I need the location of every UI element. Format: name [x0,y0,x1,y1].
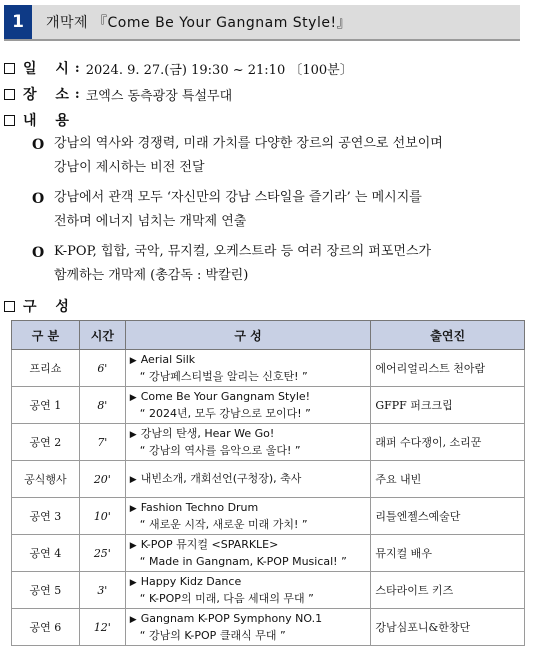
composition-heading: 구 성 [4,296,69,316]
checkbox-square-icon [4,301,15,312]
cell-time: 20' [79,461,125,498]
cell-time: 10' [79,498,125,535]
triangle-bullet-icon: ▶ [129,355,137,366]
program-subtitle: “ 강남의 역사를 음악으로 울다! ” [139,443,301,457]
cell-composition [125,461,371,498]
cell-performers: 래퍼 수다쟁이, 소리꾼 [371,424,525,461]
cell-performers: 뮤지컬 배우 [371,535,525,572]
table-body [12,350,525,646]
triangle-bullet-icon: ▶ [129,474,137,485]
info-venue: 장 소 : 코엑스 동측광장 특설무대 [4,84,232,104]
cell-category: 공연 2 [12,424,80,461]
program-title: 내빈소개, 개회선언(구청장), 축사 [140,471,302,485]
program-subtitle: “ 2024년, 모두 강남으로 모이다! ” [139,406,311,420]
checkbox-square-icon [4,63,15,74]
triangle-bullet-icon: ▶ [129,540,137,551]
table-row [12,498,525,535]
table-row [12,350,525,387]
checkbox-square-icon [4,89,15,100]
content-bullet: O 강남의 역사와 경쟁력, 미래 가치를 다양한 장르의 공연으로 선보이며 강남이 제시하는 비전 전달 [32,132,528,180]
info-label: 내 용 [23,113,69,129]
checkbox-square-icon [4,115,15,126]
cell-composition [125,535,371,572]
info-content [4,110,69,130]
cell-performers: 리틀엔젤스예술단 [371,498,525,535]
cell-composition [125,609,371,646]
info-label: 장 소 [23,87,69,103]
header-performers: 출연진 [371,321,525,350]
program-title: 강남의 탄생, Hear We Go! [140,426,275,440]
triangle-bullet-icon: ▶ [129,503,137,514]
cell-performers: GFPF 퍼크크립 [371,387,525,424]
info-label: 일 시 [23,61,69,77]
circle-bullet-icon: O [32,191,45,207]
cell-category: 공연 4 [12,535,80,572]
cell-category: 공식행사 [12,461,80,498]
section-header [4,5,520,41]
table-row [12,461,525,498]
header-time: 시간 [79,321,125,350]
table-row [12,609,525,646]
program-title: K-POP 뮤지컬 <SPARKLE> [140,537,279,551]
table-header-row [12,321,525,350]
content-bullet: O 강남에서 관객 모두 ‘자신만의 강남 스타일을 즐기라’ 는 메시지를 전하며 에너지 넘치는 개막제 연출 [32,186,528,234]
cell-performers: 에어리얼리스트 천아람 [371,350,525,387]
table-row [12,387,525,424]
table-row [12,424,525,461]
program-title: Come Be Your Gangnam Style! [140,389,311,403]
cell-composition [125,572,371,609]
cell-composition [125,350,371,387]
cell-category: 프리쇼 [12,350,80,387]
program-subtitle: “ 강남의 K-POP 클래식 무대 ” [139,628,286,642]
cell-time: 3' [79,572,125,609]
circle-bullet-icon: O [32,245,45,261]
cell-performers: 스타라이트 키즈 [371,572,525,609]
program-title: Gangnam K-POP Symphony NO.1 [140,611,323,625]
section-title: 개막제 『Come Be Your Gangnam Style!』 [46,15,352,31]
triangle-bullet-icon: ▶ [129,614,137,625]
cell-time: 12' [79,609,125,646]
info-value: 코엑스 동측광장 특설무대 [85,88,233,104]
info-value: 2024. 9. 27.(금) 19:30 ~ 21:10 〔100분〕 [85,62,353,78]
cell-category: 공연 6 [12,609,80,646]
cell-composition [125,387,371,424]
program-subtitle: “ K-POP의 미래, 다음 세대의 무대 ” [139,591,314,605]
cell-category: 공연 1 [12,387,80,424]
cell-time: 8' [79,387,125,424]
table-row [12,572,525,609]
program-subtitle: “ Made in Gangnam, K-POP Musical! ” [139,554,347,568]
cell-time: 6' [79,350,125,387]
cell-category: 공연 5 [12,572,80,609]
cell-time: 7' [79,424,125,461]
cell-time: 25' [79,535,125,572]
table-row [12,535,525,572]
header-composition: 구 성 [125,321,371,350]
program-table [11,320,525,646]
section-number: 1 [4,5,32,39]
circle-bullet-icon: O [32,137,45,153]
program-subtitle: “ 새로운 시작, 새로운 미래 가치! ” [139,517,308,531]
cell-composition [125,498,371,535]
program-title: Happy Kidz Dance [140,574,242,588]
cell-category: 공연 3 [12,498,80,535]
header-category: 구 분 [12,321,80,350]
triangle-bullet-icon: ▶ [129,392,137,403]
triangle-bullet-icon: ▶ [129,429,137,440]
triangle-bullet-icon: ▶ [129,577,137,588]
cell-performers: 주요 내빈 [371,461,525,498]
program-subtitle: “ 강남페스티벌을 알리는 신호탄! ” [139,369,308,383]
cell-performers: 강남심포니&한창단 [371,609,525,646]
program-title: Aerial Silk [140,352,196,366]
info-datetime: 일 시 : 2024. 9. 27.(금) 19:30 ~ 21:10 〔100분〕 [4,58,353,78]
cell-composition [125,424,371,461]
content-bullet: O K-POP, 힙합, 국악, 뮤지컬, 오케스트라 등 여러 장르의 퍼포먼스가 함께하는 개막제 (총감독 : 박칼린) [32,240,528,288]
program-title: Fashion Techno Drum [140,500,259,514]
